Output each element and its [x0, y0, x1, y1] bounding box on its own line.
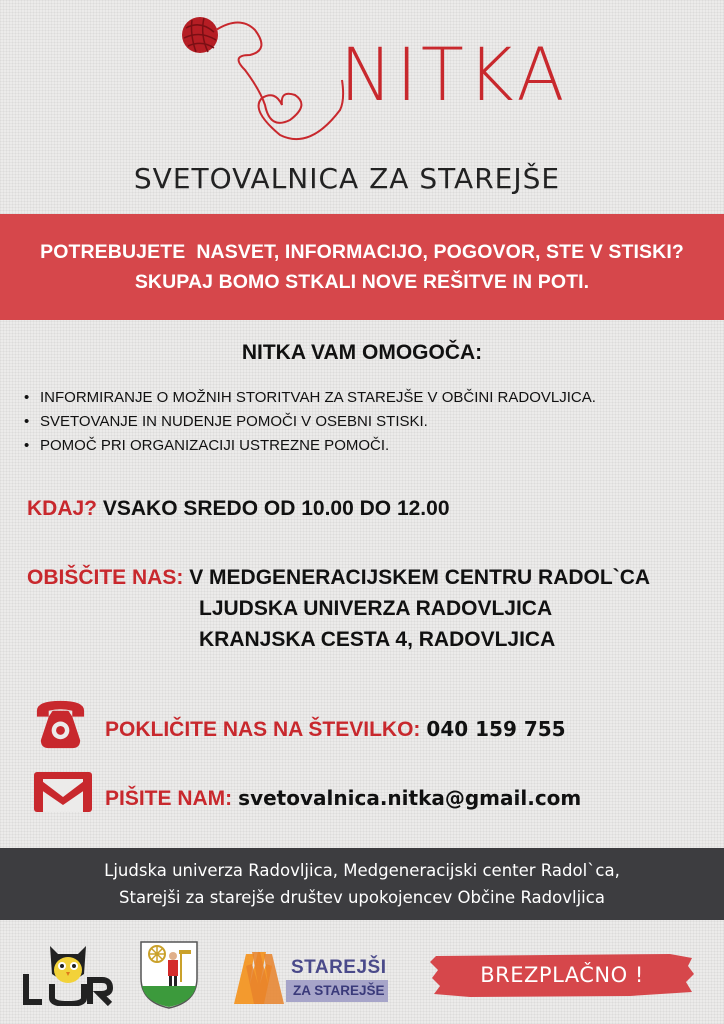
partner-logo-line-2: ZA STAREJŠE	[293, 983, 385, 998]
partners-line-2: Starejši za starejše društev upokojencev Občine Radovljica	[119, 888, 605, 907]
lur-owl-logo-icon	[22, 940, 114, 1006]
partner-logo-line-1: STAREJŠI	[291, 957, 387, 978]
phone-label: POKLIČITE NAS NA ŠTEVILKO:	[105, 718, 421, 741]
email-address[interactable]: svetovalnica.nitka@gmail.com	[238, 786, 582, 810]
phone-row	[105, 717, 566, 742]
email-row	[105, 786, 581, 811]
gmail-icon	[33, 771, 93, 813]
address-label: OBIŠČITE NAS:	[27, 566, 184, 589]
address-block	[27, 562, 650, 655]
headline-banner	[0, 214, 724, 320]
list-item: • SVETOVANJE IN NUDENJE POMOČI V OSEBNI STISKI.	[22, 410, 596, 434]
partners-line-1: Ljudska univerza Radovljica, Medgeneracijski center Radol`ca,	[104, 861, 620, 880]
free-badge-text: BREZPLAČNO !	[480, 963, 644, 987]
list-item: • INFORMIRANJE O MOŽNIH STORITVAH ZA STAREJŠE V OBČINI RADOVLJICA.	[22, 386, 596, 410]
partners-band	[0, 848, 724, 920]
brand-name: NITKA	[340, 31, 569, 119]
schedule-value: VSAKO SREDO OD 10.00 DO 12.00	[102, 497, 450, 520]
banner-line-2: SKUPAJ BOMO STKALI NOVE REŠITVE IN POTI.	[134, 271, 590, 293]
coat-of-arms-icon	[137, 938, 201, 1010]
banner-line-1: POTREBUJETE NASVET, INFORMACIJO, POGOVOR, STE V STISKI?	[40, 241, 684, 263]
phone-number[interactable]: 040 159 755	[426, 717, 566, 741]
list-item: • POMOČ PRI ORGANIZACIJI USTREZNE POMOČI.	[22, 434, 596, 458]
offer-title: NITKA VAM OMOGOČA:	[241, 341, 483, 364]
email-label: PIŠITE NAM:	[105, 787, 233, 810]
offer-list	[22, 386, 596, 458]
brand-subtitle: SVETOVALNICA ZA STAREJŠE	[133, 162, 561, 195]
schedule-row	[27, 497, 450, 521]
phone-icon	[33, 697, 88, 752]
schedule-label: KDAJ?	[27, 497, 98, 520]
address-line-1: V MEDGENERACIJSKEM CENTRU RADOL`CA	[189, 566, 651, 589]
address-line-3: KRANJSKA CESTA 4, RADOVLJICA	[199, 628, 556, 651]
address-line-2: LJUDSKA UNIVERZA RADOVLJICA	[199, 597, 553, 620]
